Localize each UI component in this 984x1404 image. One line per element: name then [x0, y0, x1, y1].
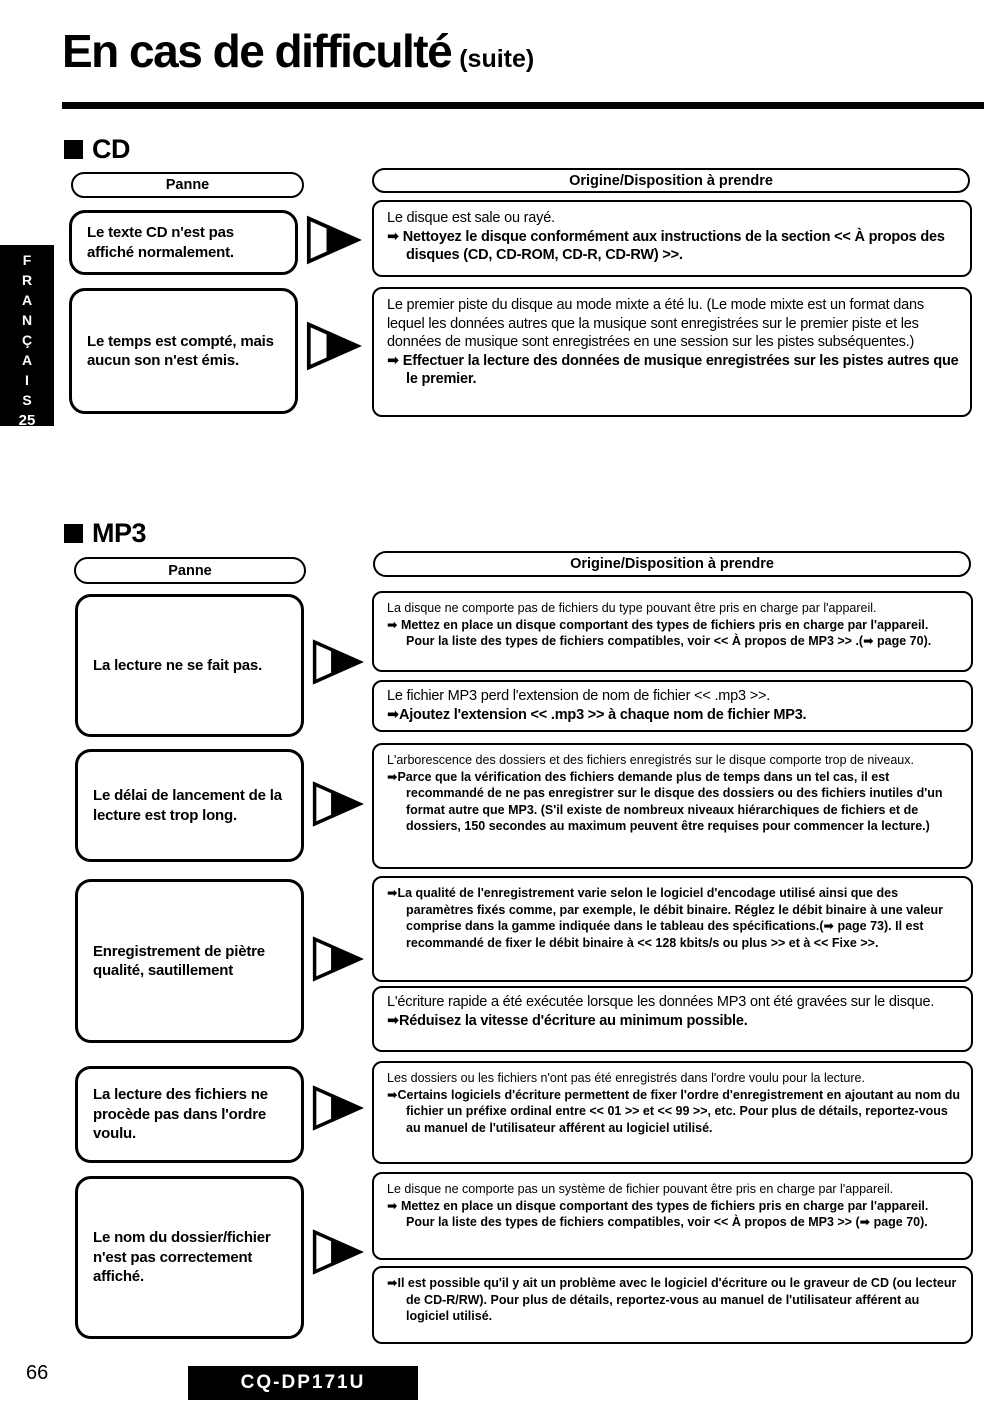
cd-problem-box-1 — [69, 210, 298, 275]
solution-cause-text: Le disque est sale ou rayé. — [387, 210, 555, 226]
arrow-right-icon — [312, 1226, 364, 1278]
mp3-problem-5-text: Le nom du dossier/fichier n'est pas correctement affiché. — [93, 1229, 271, 1286]
mp3-solution-box-5b — [372, 1266, 973, 1344]
page-title-main: En cas de difficulté — [62, 25, 452, 77]
page-title — [62, 24, 534, 78]
mp3-panne-header-label: Panne — [168, 562, 212, 579]
arrow-right-icon — [312, 933, 364, 985]
mp3-problem-box-1 — [75, 594, 304, 737]
solution-action-text: ➡ Effectuer la lecture des données de musique enregistrées sur les pistes autres que le premier. — [387, 352, 959, 388]
arrow-right-icon — [312, 778, 364, 830]
mp3-solution-box-5a — [372, 1172, 973, 1260]
solution-action-text: ➡Certains logiciels d'écriture permettent de fixer l'ordre d'enregistrement en ajoutant au nom du fichier un préfixe ordinal entre << 01 >> et << 99 >>, etc. Pour plus de détails, reportez-vous au manuel de l'utilisateur afférent au logiciel utilisé. — [387, 1087, 960, 1135]
solution-cause-text: L'arborescence des dossiers et des fichiers enregistrés sur le disque comporte trop de niveaux. — [387, 753, 914, 767]
cd-origin-header-label: Origine/Disposition à prendre — [569, 172, 773, 189]
mp3-panne-header — [74, 557, 306, 584]
solution-cause-text: Le fichier MP3 perd l'extension de nom de fichier << .mp3 >>. — [387, 688, 771, 704]
solution-cause-text: L'écriture rapide a été exécutée lorsque les données MP3 ont été gravées sur le disque. — [387, 994, 935, 1010]
mp3-origin-header — [373, 551, 971, 577]
model-badge: CQ-DP171U — [188, 1366, 418, 1400]
mp3-problem-2-text: Le délai de lancement de la lecture est trop long. — [93, 787, 282, 824]
solution-action-text: ➡Parce que la vérification des fichiers demande plus de temps dans un tel cas, il est recommandé de ne pas enregistrer sur le disque des dossiers ou des fichiers inutiles d'un format autre que MP3. (S'il existe de nombreux niveaux hiérarchiques de fichiers et de dossiers, 150 secondes au maximum peuvent être requises pour commencer la lecture.) — [387, 769, 943, 833]
mp3-solution-box-3b — [372, 986, 973, 1052]
solution-action-text: ➡Réduisez la vitesse d'écriture au minimum possible. — [387, 1012, 748, 1029]
mp3-solution-box-4 — [372, 1061, 973, 1164]
solution-action-text: ➡ Mettez en place un disque comportant des types de fichiers pris en charge par l'appareil. — [387, 1198, 929, 1213]
mp3-problem-box-2 — [75, 749, 304, 862]
mp3-problem-3-text: Enregistrement de piètre qualité, sautillement — [93, 942, 265, 979]
mp3-solution-box-3a — [372, 876, 973, 982]
arrow-right-icon — [306, 214, 362, 266]
arrow-right-icon — [312, 636, 364, 688]
cd-problem-2-text: Le temps est compté, mais aucun son n'est émis. — [87, 332, 274, 369]
solution-action-text: Pour la liste des types de fichiers compatibles, voir << À propos de MP3 >> .(➡ page 70). — [406, 634, 932, 648]
solution-action-text: ➡Il est possible qu'il y ait un problème avec le logiciel d'écriture ou le graveur de CD (ou lecteur de CD-R/RW). Pour plus de détails, reportez-vous au manuel de l'utilisateur afférent au logiciel utilisé. — [387, 1276, 957, 1323]
solution-action-text: ➡ Mettez en place un disque comportant des types de fichiers pris en charge par l'appareil. — [387, 617, 929, 632]
sidebar-page-number: 25 — [18, 412, 36, 429]
title-rule — [62, 102, 984, 109]
cd-problem-box-2 — [69, 288, 298, 414]
cd-panne-header-label: Panne — [165, 177, 210, 193]
solution-action-text: Pour la liste des types de fichiers compatibles, voir << À propos de MP3 >> (➡ page 70). — [406, 1215, 928, 1229]
solution-cause-text: Le premier piste du disque au mode mixte a été lu. (Le mode mixte est un format dans lequel les données autres que la musique sont enregistrées sur le premier piste et les données de musique sont enregistrées en une session sur les pistes subséquentes.) — [387, 297, 924, 351]
cd-solution-box-2 — [372, 287, 972, 417]
language-tab — [0, 245, 54, 429]
mp3-origin-header-label: Origine/Disposition à prendre — [570, 556, 774, 572]
solution-cause-text: Le disque ne comporte pas un système de fichier pouvant être pris en charge par l'appareil. — [387, 1182, 894, 1196]
mp3-problem-1-text: La lecture ne se fait pas. — [93, 656, 263, 674]
section-heading-label: CD — [92, 134, 130, 164]
arrow-right-icon — [312, 1082, 364, 1134]
mp3-solution-box-2 — [372, 743, 973, 869]
solution-action-text: ➡ Nettoyez le disque conformément aux instructions de la section << À propos des disques (CD, CD-ROM, CD-R, CD-RW) >>. — [387, 228, 945, 264]
mp3-solution-box-1a — [372, 591, 973, 672]
language-label: FRANÇAIS — [19, 252, 35, 412]
solution-cause-text: Les dossiers ou les fichiers n'ont pas été enregistrés dans l'ordre voulu pour la lecture. — [387, 1071, 865, 1085]
cd-panne-header — [71, 172, 304, 198]
cd-origin-header — [372, 168, 970, 193]
page-title-suffix: (suite) — [459, 45, 535, 73]
section-marker-icon — [64, 140, 83, 159]
solution-action-text: ➡Ajoutez l'extension << .mp3 >> à chaque nom de fichier MP3. — [387, 706, 807, 723]
section-marker-icon — [64, 524, 83, 543]
solution-cause-text: La disque ne comporte pas de fichiers du type pouvant être pris en charge par l'appareil. — [387, 601, 877, 615]
cd-problem-1-text: Le texte CD n'est pas affiché normalement. — [87, 224, 234, 261]
section-heading-label: MP3 — [92, 518, 147, 548]
arrow-right-icon — [306, 320, 362, 372]
page-number: 66 — [26, 1362, 49, 1384]
solution-action-text: ➡La qualité de l'enregistrement varie selon le logiciel d'encodage utilisé ainsi que des paramètres fixés comme, par exemple, le débit binaire. Réglez le débit binaire à une valeur comprise dans la gamme indiquée dans le tableau des spécifications.(➡ page 73). Il est recommandé de fixer le débit binaire à << 128 kbits/s ou plus >> et à << Fixe >>. — [387, 886, 944, 950]
section-heading-mp3 — [64, 518, 146, 549]
mp3-problem-box-4 — [75, 1066, 304, 1163]
mp3-problem-box-5 — [75, 1176, 304, 1339]
cd-solution-box-1 — [372, 200, 972, 277]
mp3-problem-4-text: La lecture des fichiers ne procède pas dans l'ordre voulu. — [93, 1086, 268, 1143]
section-heading-cd — [64, 134, 130, 165]
mp3-problem-box-3 — [75, 879, 304, 1043]
mp3-solution-box-1b — [372, 680, 973, 732]
